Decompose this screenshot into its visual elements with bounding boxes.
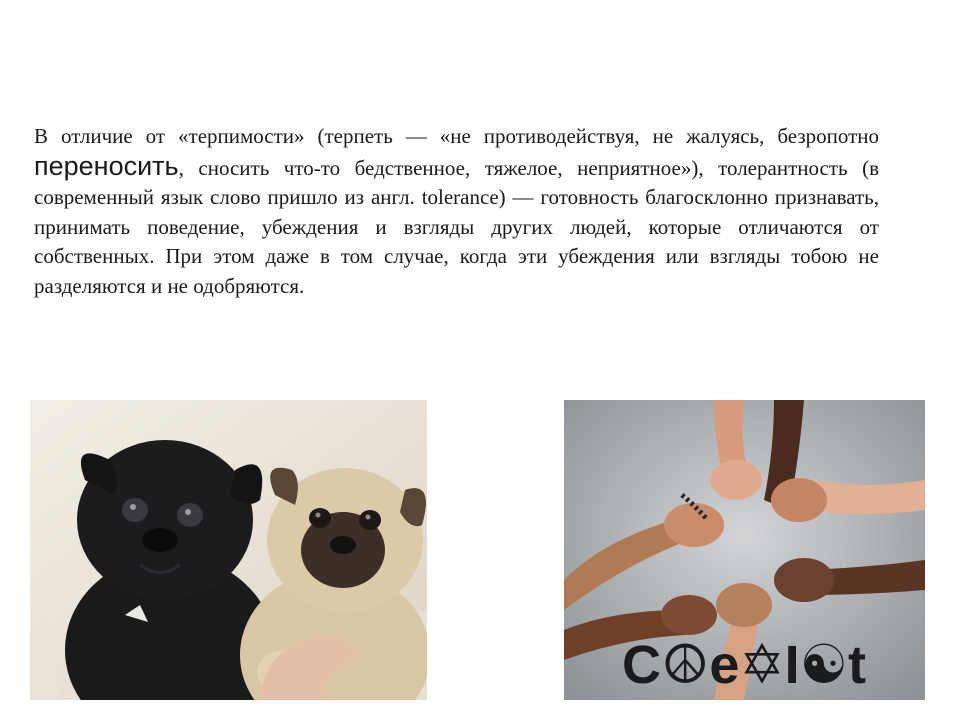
coexist-symbols: [622, 635, 866, 695]
pugs-illustration: [30, 400, 427, 700]
coexist-caption: C☮e✡I☯t: [621, 635, 867, 695]
text-part-2: , сносить что-то бедственное, тяжелое, неприятное»), толерантность (в современный язык слово пришло из англ. tolerance) — готовность благосклонно признавать, принимать поведение, убеждения и взгляды других людей, которые отличаются от собственных. При этом даже в том случае, когда эти убеждения или взгляды тобою не разделяются и не одобряются.: [34, 155, 879, 298]
text-part-1: В отличие от «терпимости» (терпеть — «не противодействуя, не жалуясь, безропотно: [34, 124, 879, 148]
text-highlight-word: переносить: [34, 150, 179, 181]
body-paragraph: [34, 122, 879, 301]
pugs-photo: [30, 400, 427, 700]
coexist-hands-photo: [564, 400, 925, 700]
hands-illustration: [564, 400, 925, 700]
